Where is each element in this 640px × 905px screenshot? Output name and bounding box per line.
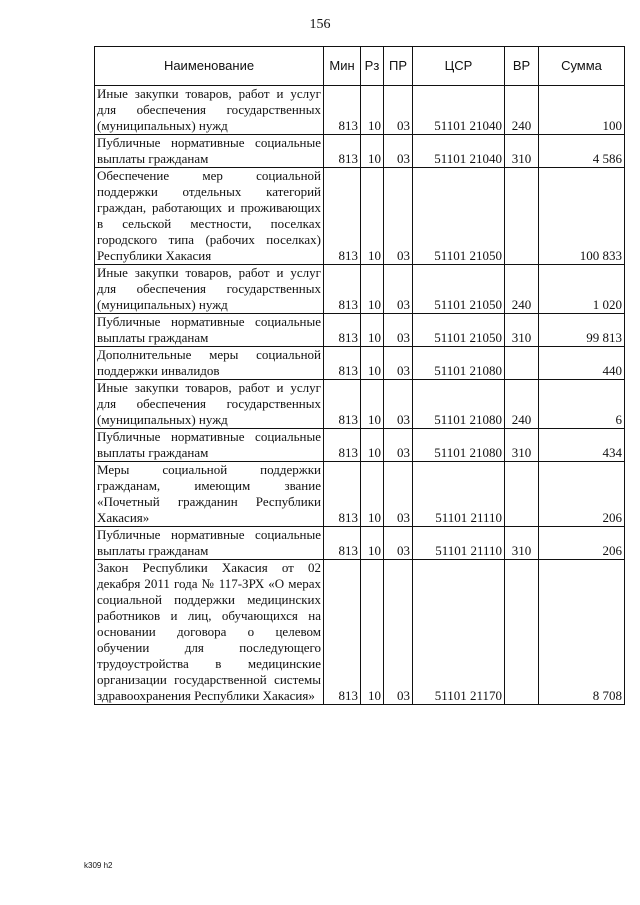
row-name: Публичные нормативные социальные выплаты гражданам xyxy=(95,429,324,462)
row-pr: 03 xyxy=(384,168,413,265)
row-sum: 206 xyxy=(539,527,625,560)
row-min: 813 xyxy=(324,314,361,347)
row-min: 813 xyxy=(324,462,361,527)
table-row xyxy=(95,560,625,705)
table-row xyxy=(95,462,625,527)
row-vr: 310 xyxy=(505,314,539,347)
row-sum: 99 813 xyxy=(539,314,625,347)
table-row xyxy=(95,429,625,462)
row-vr: 240 xyxy=(505,380,539,429)
row-sum: 6 xyxy=(539,380,625,429)
row-rz: 10 xyxy=(361,265,384,314)
column-header-sum: Сумма xyxy=(539,47,625,86)
row-vr: 240 xyxy=(505,86,539,135)
row-sum: 100 833 xyxy=(539,168,625,265)
row-min: 813 xyxy=(324,135,361,168)
row-vr xyxy=(505,347,539,380)
row-name: Обеспечение мер социальной поддержки отдельных категорий граждан, работающих и проживающих в сельской местности, поселках городского типа (рабочих поселках) Республики Хакасия xyxy=(95,168,324,265)
row-name: Публичные нормативные социальные выплаты гражданам xyxy=(95,527,324,560)
row-csr: 51101 21040 xyxy=(413,135,505,168)
row-pr: 03 xyxy=(384,462,413,527)
column-header-name: Наименование xyxy=(95,47,324,86)
row-rz: 10 xyxy=(361,380,384,429)
row-min: 813 xyxy=(324,347,361,380)
footer-code: k309 h2 xyxy=(84,861,113,870)
budget-table xyxy=(94,46,625,705)
page-number: 156 xyxy=(309,17,331,32)
row-vr: 310 xyxy=(505,527,539,560)
row-min: 813 xyxy=(324,560,361,705)
row-rz: 10 xyxy=(361,429,384,462)
row-rz: 10 xyxy=(361,560,384,705)
row-min: 813 xyxy=(324,168,361,265)
row-vr xyxy=(505,462,539,527)
row-csr: 51101 21050 xyxy=(413,265,505,314)
row-csr: 51101 21080 xyxy=(413,429,505,462)
row-rz: 10 xyxy=(361,527,384,560)
row-pr: 03 xyxy=(384,347,413,380)
row-rz: 10 xyxy=(361,462,384,527)
row-sum: 440 xyxy=(539,347,625,380)
table-header-row xyxy=(95,47,625,86)
row-vr xyxy=(505,168,539,265)
row-rz: 10 xyxy=(361,347,384,380)
row-csr: 51101 21110 xyxy=(413,527,505,560)
row-min: 813 xyxy=(324,429,361,462)
table-row xyxy=(95,527,625,560)
table-row xyxy=(95,135,625,168)
row-name: Иные закупки товаров, работ и услуг для обеспечения государственных (муниципальных) нужд xyxy=(95,265,324,314)
row-name: Дополнительные меры социальной поддержки инвалидов xyxy=(95,347,324,380)
row-name: Публичные нормативные социальные выплаты гражданам xyxy=(95,314,324,347)
row-csr: 51101 21080 xyxy=(413,380,505,429)
row-min: 813 xyxy=(324,380,361,429)
row-vr xyxy=(505,560,539,705)
row-rz: 10 xyxy=(361,135,384,168)
row-pr: 03 xyxy=(384,265,413,314)
row-min: 813 xyxy=(324,265,361,314)
row-csr: 51101 21080 xyxy=(413,347,505,380)
row-csr: 51101 21040 xyxy=(413,86,505,135)
row-vr: 310 xyxy=(505,135,539,168)
row-name: Закон Республики Хакасия от 02 декабря 2011 года № 117-ЗРХ «О мерах социальной поддержки медицинских работников и лиц, обучающихся на основании договора о целевом обучении для последующего трудоустройства в медицинские организации государственной системы здравоохранения Республики Хакасия» xyxy=(95,560,324,705)
row-sum: 1 020 xyxy=(539,265,625,314)
row-vr: 240 xyxy=(505,265,539,314)
table-row xyxy=(95,314,625,347)
row-name: Меры социальной поддержки гражданам, имеющим звание «Почетный гражданин Республики Хакасия» xyxy=(95,462,324,527)
row-name: Публичные нормативные социальные выплаты гражданам xyxy=(95,135,324,168)
row-pr: 03 xyxy=(384,314,413,347)
row-min: 813 xyxy=(324,86,361,135)
row-rz: 10 xyxy=(361,86,384,135)
row-pr: 03 xyxy=(384,380,413,429)
row-pr: 03 xyxy=(384,86,413,135)
table-row xyxy=(95,86,625,135)
table-row xyxy=(95,347,625,380)
row-sum: 206 xyxy=(539,462,625,527)
row-csr: 51101 21170 xyxy=(413,560,505,705)
row-csr: 51101 21050 xyxy=(413,168,505,265)
table-row xyxy=(95,265,625,314)
row-pr: 03 xyxy=(384,527,413,560)
row-name: Иные закупки товаров, работ и услуг для обеспечения государственных (муниципальных) нужд xyxy=(95,380,324,429)
row-sum: 434 xyxy=(539,429,625,462)
row-sum: 4 586 xyxy=(539,135,625,168)
column-header-vr: ВР xyxy=(505,47,539,86)
row-csr: 51101 21110 xyxy=(413,462,505,527)
column-header-csr: ЦСР xyxy=(413,47,505,86)
row-vr: 310 xyxy=(505,429,539,462)
row-sum: 100 xyxy=(539,86,625,135)
row-pr: 03 xyxy=(384,135,413,168)
row-name: Иные закупки товаров, работ и услуг для обеспечения государственных (муниципальных) нужд xyxy=(95,86,324,135)
column-header-pr: ПР xyxy=(384,47,413,86)
table-row xyxy=(95,380,625,429)
row-rz: 10 xyxy=(361,314,384,347)
row-csr: 51101 21050 xyxy=(413,314,505,347)
column-header-min: Мин xyxy=(324,47,361,86)
row-pr: 03 xyxy=(384,560,413,705)
row-sum: 8 708 xyxy=(539,560,625,705)
row-min: 813 xyxy=(324,527,361,560)
row-pr: 03 xyxy=(384,429,413,462)
table-body xyxy=(95,86,625,705)
column-header-rz: Рз xyxy=(361,47,384,86)
table-row xyxy=(95,168,625,265)
row-rz: 10 xyxy=(361,168,384,265)
